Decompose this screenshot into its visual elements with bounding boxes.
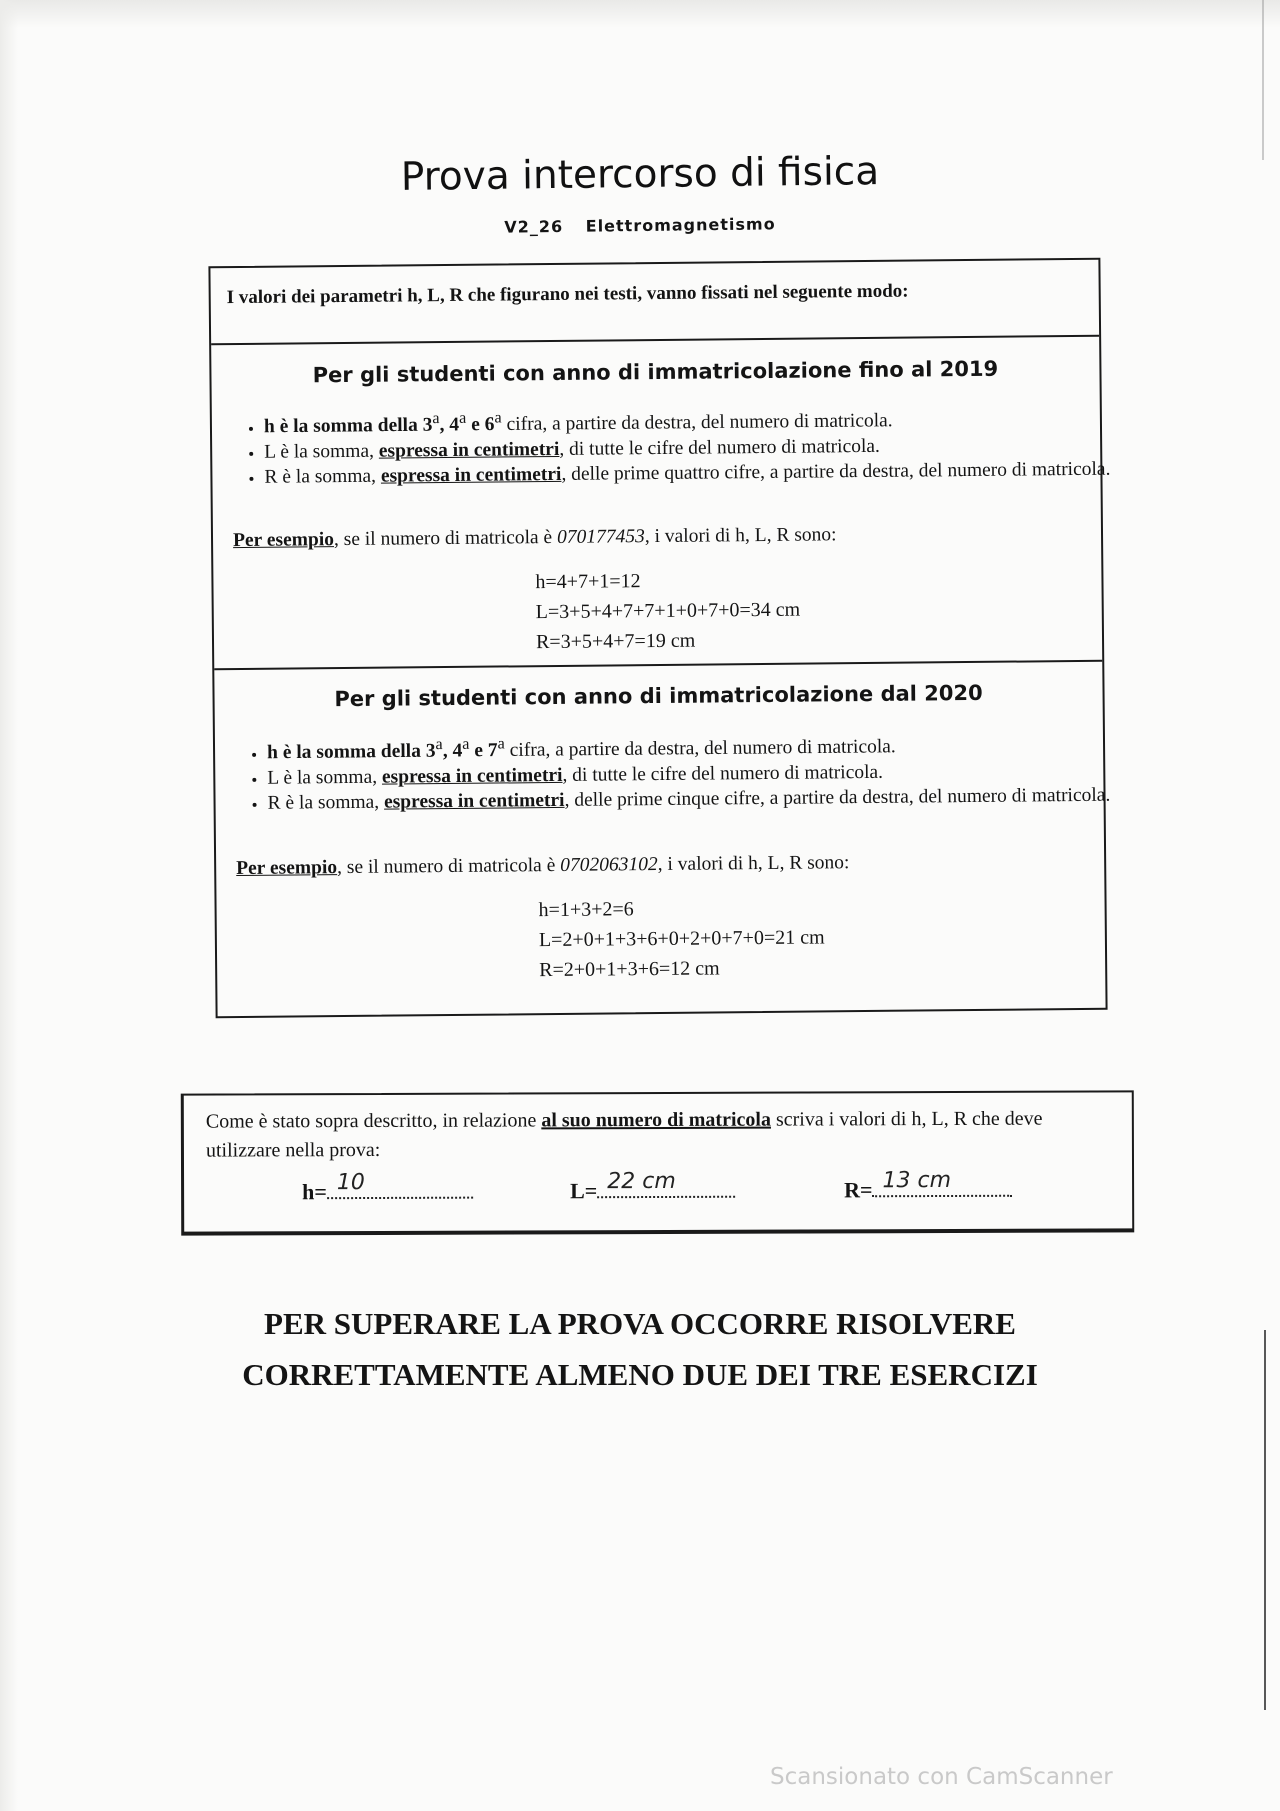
l-answer-field[interactable]: L= 22 cm (570, 1178, 735, 1205)
section-2019-formulas (535, 565, 800, 658)
section-2020-title: Per gli studenti con anno di immatricolazione dal 2020 (334, 680, 983, 712)
rule-l: • L è la somma, espressa in centimetri, di tutte le cifre del numero di matricola. (267, 757, 1117, 790)
formula-l: L=3+5+4+7+7+1+0+7+0=34 cm (535, 598, 801, 624)
section-2020-example: Per esempio, se il numero di matricola è 0702063102, i valori di h, L, R sono: (236, 852, 850, 880)
scanner-watermark: Scansionato con CamScanner (770, 1764, 1113, 1790)
answer-box (181, 1090, 1134, 1235)
section-2020-rules (243, 726, 1118, 816)
page-title: Prova intercorso di fisica (400, 149, 880, 200)
formula-h: h=1+3+2=6 (538, 898, 634, 922)
formula-l: L=2+0+1+3+6+0+2+0+7+0=21 cm (538, 926, 825, 952)
h-answer-field[interactable]: h= 10 (302, 1179, 473, 1206)
section-divider (214, 660, 1102, 671)
h-handwritten-value: 10 (336, 1170, 365, 1196)
formula-r: R=2+0+1+3+6=12 cm (539, 957, 720, 982)
answer-instructions: Come è stato sopra descritto, in relazione al suo numero di matricola scriva i valori di h, L, R che deve utilizzare nella prova: (205, 1107, 1043, 1162)
rule-r: • R è la somma, espressa in centimetri, delle prime cinque cifre, a partire da destra, del numero di matricola. (267, 782, 1117, 815)
formula-h: h=4+7+1=12 (535, 570, 641, 594)
page-edge-shadow (0, 0, 18, 1811)
l-handwritten-value: 22 cm (607, 1168, 676, 1195)
section-2019-title: Per gli studenti con anno di immatricolazione fino al 2019 (312, 356, 999, 388)
section-divider (211, 335, 1099, 346)
section-2019-rules (240, 400, 1115, 490)
r-handwritten-value: 13 cm (882, 1167, 952, 1194)
exam-topic: Elettromagnetismo (585, 214, 776, 236)
page-subtitle (0, 208, 1280, 243)
page-edge-line (1262, 0, 1264, 160)
exam-code: V2_26 (504, 216, 564, 237)
pass-requirement (0, 1298, 1280, 1400)
rule-h: • h è la somma della 3$^a$, 4$^a$ e 6$^a$ cifra, a partire da destra, del numero di matricola. (264, 400, 1114, 440)
formula-r: R=3+5+4+7=19 cm (535, 629, 696, 654)
rule-h: • h è la somma della 3$^a$, 4$^a$ e 7$^a$ cifra, a partire da destra, del numero di matricola. (267, 726, 1117, 766)
page-shadow (0, 0, 1280, 28)
r-answer-field[interactable]: R= 13 cm (844, 1177, 1013, 1204)
pass-requirement-line2: CORRETTAMENTE ALMENO DUE DEI TRE ESERCIZI (242, 1357, 1038, 1392)
rule-l: • L è la somma, espressa in centimetri, di tutte le cifre del numero di matricola. (264, 431, 1114, 464)
pass-requirement-line1: PER SUPERARE LA PROVA OCCORRE RISOLVERE (264, 1306, 1016, 1341)
intro-text: I valori dei parametri h, L, R che figurano nei testi, vanno fissati nel seguente modo: (226, 280, 909, 309)
section-2020-formulas (538, 892, 825, 985)
instructions-box (208, 258, 1111, 1019)
section-2019-example: Per esempio, se il numero di matricola è 070177453, i valori di h, L, R sono: (232, 524, 837, 552)
rule-r: • R è la somma, espressa in centimetri, delle prime quattro cifre, a partire da destra, del numero di matricola. (264, 456, 1114, 489)
